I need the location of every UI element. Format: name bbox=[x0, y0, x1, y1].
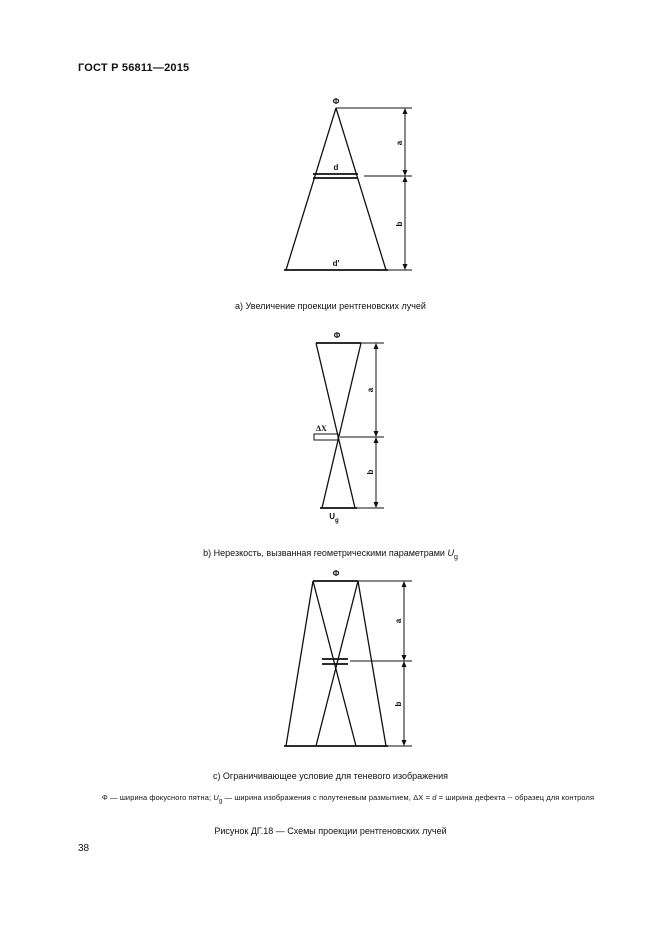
arrow-head bbox=[402, 655, 407, 661]
page-number: 38 bbox=[78, 843, 90, 854]
dim-label-a: a bbox=[366, 387, 375, 393]
defect-block bbox=[314, 434, 338, 440]
arrow-head bbox=[403, 170, 408, 176]
arrow-head bbox=[374, 502, 379, 508]
arrow-head bbox=[402, 740, 407, 746]
dim-label-a: a bbox=[394, 618, 403, 624]
ray-outer-right bbox=[358, 581, 386, 746]
document-code: ГОСТ Р 56811—2015 bbox=[78, 62, 190, 74]
caption-c: c) Ограничивающее условие для теневого изображения bbox=[212, 771, 449, 781]
legend-note: Φ — ширина фокусного пятна; $U_g$ — ширина изображения с полутеневым размытием, ΔX = d = ширина дефекта -- образец для контроля bbox=[101, 793, 595, 805]
caption-a: a) Увеличение проекции рентгеновских лучей bbox=[235, 301, 426, 311]
defect-label-a: d bbox=[333, 163, 339, 172]
arrow-head bbox=[402, 661, 407, 667]
arrow-head bbox=[403, 108, 408, 114]
ray-outer-left bbox=[286, 581, 313, 746]
dim-label-b: b bbox=[395, 221, 404, 227]
ray-right bbox=[333, 108, 386, 270]
figure-title: Рисунок ДГ.18 — Схемы проекции рентгеновских лучей bbox=[214, 826, 447, 836]
arrow-head bbox=[374, 431, 379, 437]
image-label-a: d' bbox=[332, 259, 340, 268]
caption-b: b) Нерезкость, вызванная геометрическими параметрами $U_g$ bbox=[203, 548, 458, 561]
arrow-head bbox=[403, 176, 408, 182]
arrow-head bbox=[374, 437, 379, 443]
arrow-head bbox=[403, 264, 408, 270]
delta-x-label: ΔX bbox=[316, 424, 327, 433]
diagram-a bbox=[284, 108, 412, 270]
arrow-head bbox=[374, 343, 379, 349]
ray-cross-2 bbox=[322, 343, 361, 508]
focus-label-a: Φ bbox=[332, 97, 340, 106]
dim-label-b: b bbox=[366, 469, 375, 475]
diagram-c bbox=[284, 581, 412, 746]
dim-label-b: b bbox=[394, 701, 403, 707]
focus-label-b: Φ bbox=[333, 331, 341, 340]
focus-label-c: Φ bbox=[332, 569, 340, 578]
dim-label-a: a bbox=[395, 140, 404, 146]
ray-left bbox=[286, 108, 336, 270]
unsharpness-label: $U_g$ bbox=[329, 512, 339, 524]
arrow-head bbox=[402, 581, 407, 587]
